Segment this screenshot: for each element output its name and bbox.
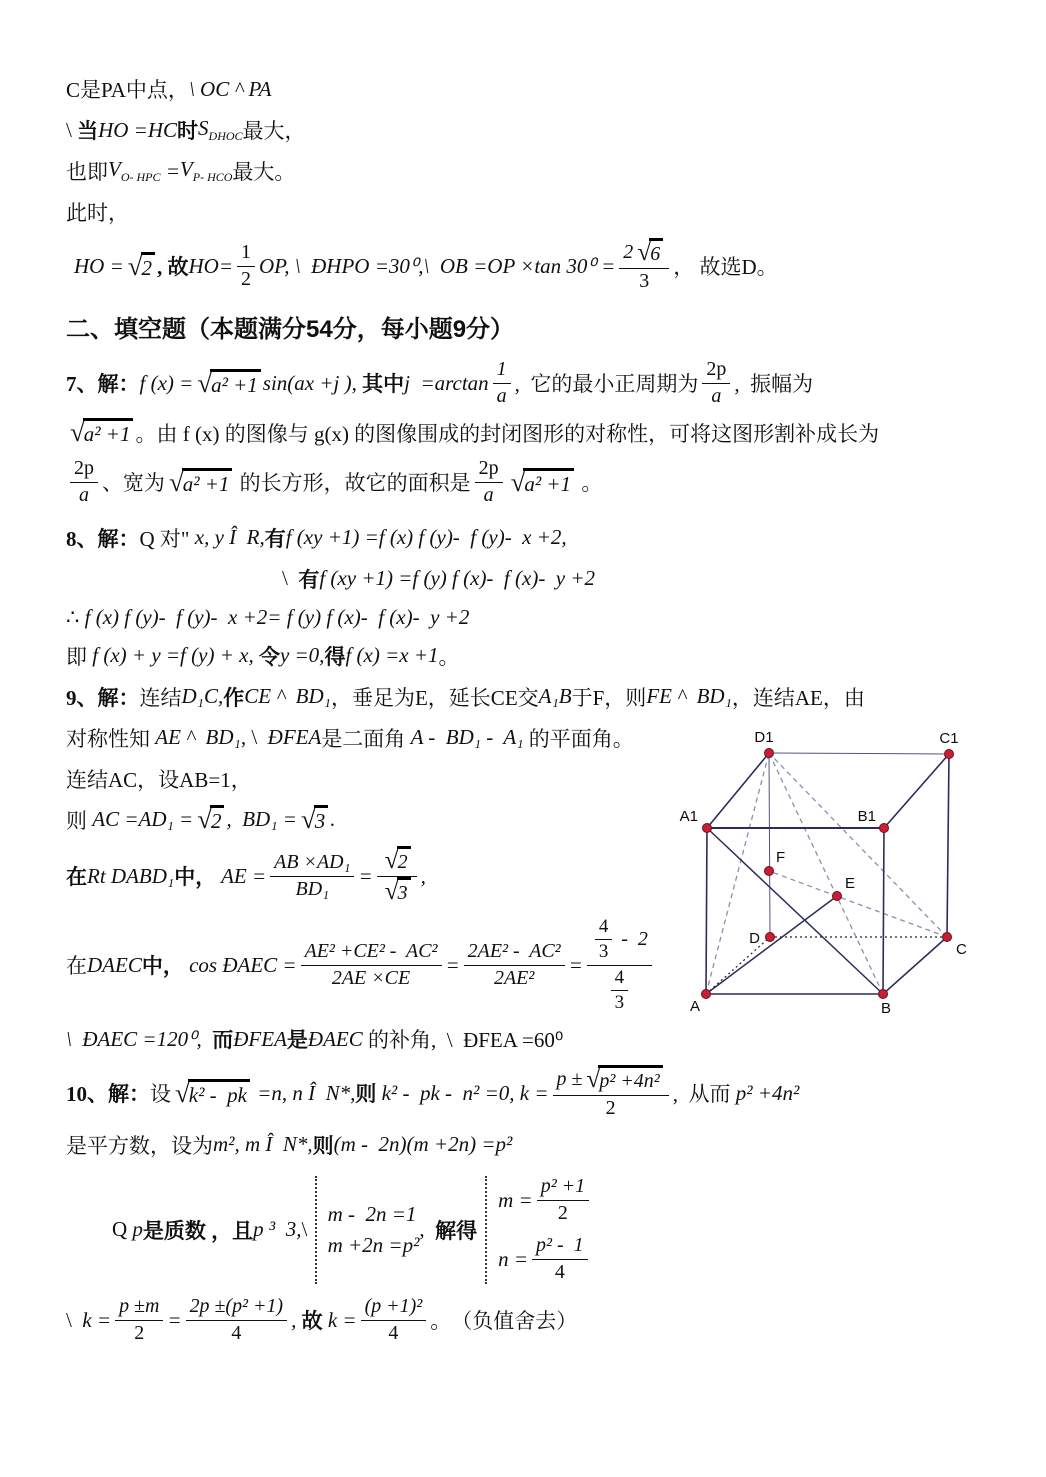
text-run: \ (66, 1307, 83, 1332)
math-run: cos ĐAEC = (183, 952, 297, 977)
math-run: D₁C, (181, 684, 224, 709)
text-run: 于F，则 (571, 685, 647, 710)
denominator (603, 966, 636, 1016)
math-run: y =0, (279, 643, 325, 668)
text-run: 也即 (66, 160, 108, 184)
numerator: p² - 1 (532, 1233, 588, 1260)
text-run: 、宽为 (101, 471, 165, 496)
math-run: ĐFEA (233, 1026, 287, 1051)
text-run: 此时， (66, 201, 129, 225)
vertex-dot (945, 750, 954, 759)
text-run: 则 (66, 808, 93, 833)
text-run: 最大。 (232, 160, 296, 184)
radical-sign: √ (197, 804, 212, 835)
math-run: = (160, 158, 180, 183)
radical (509, 468, 574, 497)
subscript: DHOC (208, 129, 243, 144)
edge-line (707, 828, 883, 994)
text-run: 是平方数，设为 (66, 1133, 213, 1158)
solution-line (66, 357, 1010, 410)
numerator: p ± √ p² +4n² (553, 1065, 669, 1096)
section-heading: 二、填空题（本题满分54分，每小题9分） (66, 315, 515, 343)
radical-sign: √ (168, 466, 184, 497)
numerator: AB ×AD₁ (270, 850, 354, 877)
text-run: 。 (430, 1309, 452, 1334)
text-run: 得 (324, 644, 346, 669)
vertex-dot (765, 867, 774, 876)
numerator: 2 √ 6 (619, 238, 669, 269)
text-run: 则 (355, 1082, 377, 1107)
text-run: , \ (240, 725, 268, 750)
radical (383, 877, 411, 907)
math-run: AE = (216, 863, 267, 888)
denominator: a (711, 384, 722, 407)
math-run: sin(ax +j ), (262, 370, 363, 395)
vertex-label: C1 (939, 730, 959, 747)
radical (173, 1079, 250, 1108)
denominator: a (496, 384, 507, 407)
fraction (237, 240, 255, 293)
radical (299, 805, 328, 834)
radical-sign: √ (510, 466, 526, 497)
math-run: ĐFEA (267, 725, 322, 750)
fraction (702, 357, 730, 410)
math-run: HO= (188, 253, 234, 278)
denominator: a (78, 483, 89, 506)
problem-number: 9、解： (66, 685, 140, 710)
edge-line (706, 753, 769, 994)
edge-line (706, 828, 707, 994)
solution-line (282, 564, 1010, 594)
vertex-label: D1 (754, 729, 774, 746)
math-run: f (x) =x +1 (345, 643, 439, 668)
edge-line (769, 753, 949, 754)
denominator: 2 (605, 1096, 616, 1119)
radical-body: 2 (141, 252, 156, 281)
radical-body: a² +1 (523, 468, 574, 497)
math-run: f (x) f (y)- f (y)- x +2= f (y) f (x)- f (x)- y +2 (84, 604, 470, 629)
solution-line (74, 238, 1010, 295)
text-run: 中， (141, 954, 184, 979)
denominator: 4 (231, 1321, 242, 1344)
vertex-dot (880, 824, 889, 833)
math-run: f (x) = (139, 370, 194, 395)
edge-line (884, 754, 949, 828)
solution-line (66, 641, 1010, 671)
math-run: - 2 (616, 927, 648, 950)
math-run: j =arctan (404, 370, 489, 395)
radical-sign: √ (197, 367, 213, 398)
cube-figure (668, 710, 972, 1016)
vertex-dot (766, 933, 775, 942)
numerator: 2p (702, 357, 730, 384)
math-run: f (xy +1) =f (y) f (x)- f (x)- y +2 (319, 566, 596, 591)
edge-line (769, 753, 947, 937)
text-run: \ (282, 566, 299, 591)
problem-number: 7、解： (66, 372, 140, 397)
fraction (537, 1174, 589, 1227)
radical (635, 238, 663, 268)
solution-line (66, 1024, 1010, 1054)
math-run: HO =HC (98, 117, 178, 142)
math-run: , (291, 1307, 302, 1332)
text-run: 即 (66, 644, 93, 669)
problem-number: 8、解： (66, 526, 140, 551)
left-brace-icon (485, 1176, 492, 1284)
denominator: 2 (134, 1321, 145, 1344)
math-run: k = (82, 1307, 112, 1332)
text-run: 最大， (242, 119, 306, 143)
radical-body: 3 (397, 877, 411, 907)
math-run: AC =AD₁ = (92, 807, 194, 832)
edge-line (883, 937, 947, 994)
text-run: ，垂足为E，延长CE交 (330, 685, 539, 710)
solution-line (66, 197, 1010, 227)
solution-line (66, 74, 1010, 104)
radical-sign: √ (70, 417, 85, 448)
radical-body: a² +1 (182, 468, 233, 497)
vertex-label: B (880, 1000, 892, 1016)
solution-line (66, 605, 1010, 630)
radical (68, 418, 133, 447)
text-run: 。由 f (x) 的图像与 g(x) 的图像围成的封闭图形的对称性，可将这图形割补成长为 (135, 421, 880, 446)
numerator: 4 (595, 915, 612, 941)
text-run: , 振幅为 (734, 372, 814, 397)
solution-line (66, 115, 1010, 145)
denominator: 4 (388, 1321, 399, 1344)
fraction (595, 915, 612, 965)
math-run: \ OC ^ PA (188, 76, 272, 101)
subscript: O- HPC (120, 170, 161, 185)
equation-row: m - 2n =1 (327, 1201, 417, 1226)
solution-line (112, 1174, 1010, 1286)
numerator: 2p (70, 456, 98, 483)
text-run: ， 故选D。 (673, 255, 778, 280)
equation-row: m = $\frac{\text{p² +1}}{2}$ (498, 1174, 593, 1227)
equation-row: n = $\frac{\text{p² - 1}}{4}$ (498, 1233, 593, 1286)
math-run: $V_{P- HCO}$ (179, 156, 233, 185)
text-run: 有 (264, 526, 286, 551)
text-run: 连结AC，设AB=1， (66, 767, 252, 792)
numerator: 2p ±(p² +1) (186, 1294, 288, 1321)
radical-body: 2 (210, 805, 225, 834)
radical-sign: √ (586, 1064, 601, 1093)
math-run: DAEC (87, 952, 142, 977)
radical-sign: √ (300, 804, 316, 835)
vertex-label: C (956, 941, 967, 958)
numerator: p ±m (115, 1294, 163, 1321)
math-run: ĐAEC (307, 1026, 363, 1051)
edge-line (769, 753, 770, 937)
numerator (377, 846, 417, 877)
text-run: , 从而 (672, 1082, 736, 1107)
denominator: 3 (614, 992, 625, 1014)
text-run: 。 (438, 644, 460, 669)
numerator: AE² +CE² - AC² (301, 939, 442, 966)
edge-line (706, 896, 837, 994)
text-run: , 它的最小正周期为 (514, 372, 699, 397)
math-run: = (358, 863, 373, 888)
edge-line (706, 937, 770, 994)
vertex-label: A (689, 998, 701, 1015)
equation-system (328, 1202, 420, 1258)
fraction (475, 456, 503, 509)
equation-system (498, 1174, 593, 1286)
fraction (186, 1294, 288, 1347)
edge-line (769, 753, 883, 994)
solution-line (66, 1130, 1010, 1160)
text-run: , (419, 1217, 436, 1242)
text-run: 令 (258, 644, 280, 669)
math-run: p (132, 1217, 143, 1242)
fraction (611, 966, 628, 1016)
radical-body: a² +1 (210, 369, 261, 398)
text-run: 中， (174, 865, 217, 890)
math-run: $V_{O- HPC}$ (108, 156, 161, 185)
text-run: 是质数 ，且 (142, 1218, 254, 1243)
math-run: , BD₁ = (226, 807, 297, 832)
text-run: 时 (177, 119, 199, 143)
math-run: Rt DABD₁ (87, 863, 175, 888)
text-run: ，连结AE，由 (731, 685, 865, 710)
math-run: CE ^ BD₁ (244, 684, 331, 709)
fraction (532, 1233, 588, 1286)
solution-line (66, 456, 1010, 509)
left-brace-icon (315, 1176, 322, 1284)
text-run: 则 (312, 1133, 334, 1158)
denominator: 3 (639, 269, 650, 292)
denominator: 2 (241, 267, 251, 290)
radical-sign: √ (384, 875, 399, 905)
vertex-label: E (845, 875, 856, 892)
radical-sign: √ (637, 237, 652, 266)
denominator: a (483, 483, 494, 506)
denominator: 3 (598, 941, 609, 963)
equation-row: m +2n =p² (327, 1232, 420, 1257)
vertex-label: F (776, 849, 786, 866)
numerator: p² +1 (537, 1174, 589, 1201)
math-run: = (167, 1307, 182, 1332)
fraction (587, 915, 652, 1017)
text-run: C是PA中点， (66, 78, 189, 102)
numerator: 2AE² - AC² (464, 939, 565, 966)
vertex-dot (943, 933, 952, 942)
math-run: m², m Î N*, (213, 1132, 313, 1157)
radical (167, 468, 232, 497)
denominator: BD₁ (295, 877, 330, 900)
vertex-dot (879, 990, 888, 999)
radical-sign: √ (127, 250, 143, 281)
text-run: 的长方形，故它的面积是 (234, 471, 471, 496)
math-run: , (420, 863, 426, 888)
radical (195, 369, 260, 398)
text-run: 是二面角 (321, 726, 411, 751)
math-run: . (330, 807, 336, 832)
solution-line (66, 418, 1010, 448)
math-run: (m - 2n)(m +2n) =p² (333, 1132, 513, 1157)
radical (126, 252, 155, 281)
fraction (553, 1065, 669, 1122)
text-run: \ (301, 1217, 313, 1242)
fraction (301, 939, 442, 992)
math-run: f (x) + y =f (y) + x, (92, 643, 259, 668)
text-run: 连结 (139, 685, 182, 710)
radical (383, 846, 411, 876)
vertex-dot (703, 824, 712, 833)
solution-line (66, 523, 1010, 553)
vertex-label: A1 (679, 808, 698, 825)
text-run: 对称性知 (66, 726, 156, 751)
radical-body: k² - pk (188, 1079, 250, 1108)
solution-line (66, 1294, 1010, 1347)
math-run: A₁B (538, 684, 572, 709)
vertex-dot (833, 892, 842, 901)
solution-line (66, 682, 1010, 712)
math-run: = (445, 952, 460, 977)
math-run: x, y Î R, (194, 525, 265, 550)
text-run: \ (66, 117, 78, 142)
numerator: 1 (237, 240, 255, 267)
text-run: 的补角, \ ĐFEA =60⁰ (362, 1028, 564, 1052)
radical-sign: √ (175, 1077, 190, 1108)
radical-sign: √ (384, 844, 399, 874)
radical (195, 805, 224, 834)
math-run: p ³ 3, (253, 1217, 302, 1242)
text-run: 故 (301, 1309, 328, 1334)
vertex-dot (765, 749, 774, 758)
fraction (70, 456, 98, 509)
fraction (619, 238, 669, 295)
numerator (587, 915, 652, 966)
radical-body: 3 (314, 805, 329, 834)
text-run: （负值舍去） (451, 1309, 578, 1334)
numerator: (p +1)² (361, 1294, 427, 1321)
text-run: 。 (576, 471, 603, 496)
radical-body: a² +1 (83, 418, 134, 447)
radical-body: p² +4n² (598, 1065, 662, 1095)
fraction (115, 1294, 163, 1347)
fraction (270, 850, 354, 903)
math-run: f (xy +1) =f (x) f (y)- f (y)- x +2, (285, 525, 567, 550)
text-run: 在 (66, 954, 87, 979)
text-run: 有 (298, 567, 320, 592)
fraction (377, 846, 417, 907)
solution-line (66, 1065, 1010, 1122)
math-run: = (568, 952, 583, 977)
edge-line (947, 754, 949, 937)
math-run: A - BD₁ - A₁ (410, 725, 524, 750)
numerator: 1 (493, 357, 511, 384)
denominator: 4 (554, 1260, 565, 1283)
edge-line (883, 828, 884, 994)
problem-number: 10、解： (66, 1082, 150, 1107)
text-run: ∴ (66, 604, 85, 629)
text-run: 作 (223, 685, 245, 710)
math-run: k = (327, 1307, 357, 1332)
fraction (361, 1294, 427, 1347)
denominator: 2 (557, 1201, 568, 1224)
math-run: $S_{DHOC}$ (198, 115, 243, 144)
text-run: 当 (77, 119, 99, 143)
text-run: 是 (286, 1028, 308, 1052)
math-run: AE ^ BD₁ (155, 725, 241, 750)
text-run: Q (112, 1217, 133, 1242)
text-run: Q 对" (139, 526, 195, 551)
denominator: 2AE² (494, 966, 535, 989)
math-run: =n, n Î N*, (251, 1080, 356, 1105)
fraction (464, 939, 565, 992)
math-run: OP, \ ĐHPO =30⁰,\ OB =OP ×tan 30⁰ = (259, 253, 616, 278)
math-run: HO = (74, 253, 124, 278)
fraction (493, 357, 511, 410)
text-run: 其中 (362, 372, 405, 397)
text-run: 而 (212, 1028, 234, 1052)
math-run: FE ^ BD₁ (646, 684, 732, 709)
denominator: 2AE ×CE (331, 966, 411, 989)
vertex-label: B1 (857, 808, 876, 825)
math-run: k² - pk - n² =0, k = (376, 1080, 549, 1105)
text-run: , 故 (157, 255, 189, 280)
radical (584, 1065, 662, 1095)
text-run: 解得 (435, 1218, 478, 1243)
vertex-dot (702, 990, 711, 999)
text-run: 设 (150, 1082, 171, 1107)
radical-body: 6 (649, 238, 663, 268)
numerator: 4 (611, 966, 628, 992)
denominator (377, 877, 417, 907)
math-run: p² +4n² (735, 1080, 800, 1105)
radical-body: 2 (397, 846, 411, 876)
text-run: 在 (66, 865, 87, 890)
text-run: 的平面角。 (523, 726, 634, 751)
math-run: \ ĐAEC =120⁰, (66, 1026, 213, 1051)
solution-line (66, 156, 1010, 186)
numerator: 2p (475, 456, 503, 483)
vertex-label: D (749, 930, 760, 947)
subscript: P- HCO (192, 170, 233, 185)
